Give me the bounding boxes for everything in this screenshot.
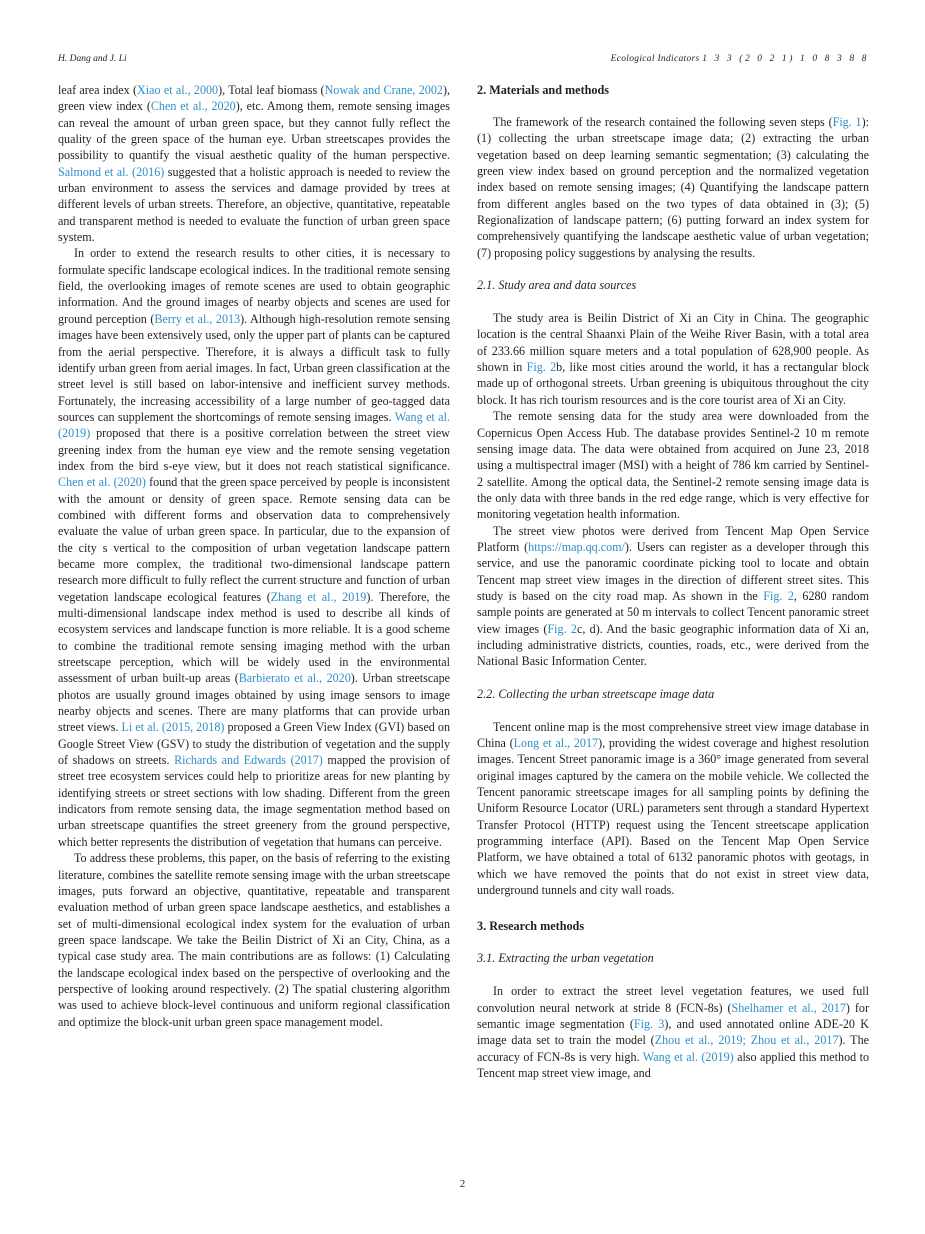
header-journal-info bbox=[611, 54, 869, 64]
figure-link[interactable]: Fig. 2 bbox=[763, 588, 794, 603]
header-journal: Ecological Indicators bbox=[610, 54, 700, 64]
paragraph: The framework of the research contained the following seven steps (Fig. 1): (1) collecting the urban streetscape image data; (2) extracting the urban vegetation based on deep learning semantic segmentation; (3) calculating the green view index based on ground perception and the normalized vegetation index based on remote sensing images; (4) Quantifying the landscape pattern from different angles based on the two types of data obtained in (3); (5) Regionalization of landscape pattern; (6) putting forward an index system for comprehensively quantifying the landscape aesthetic value of urban vegetation; (7) proposing policy suggestions by analysing the results. bbox=[477, 115, 869, 260]
figure-link[interactable]: Fig. 2 bbox=[526, 360, 557, 375]
paragraph: To address these problems, this paper, on the basis of referring to the existing literature, combines the satellite remote sensing image with the urban streetscape images, puts forward an objective, quantitative, repeatable and transparent evaluation method of urban green space landscape aesthetics, and establishes a set of multi-dimensional ecological index system for the evaluation of urban green space landscape. We take the Beilin District of Xi an City, China, as a typical case study area. The main contributions are as follows: (1) Calculating the landscape ecological index based on the perspective of overlooking and the perspective of looking around respectively. (2) The spatial clustering algorithm was used to achieve block-level continuous and uniform regional classification and optimize the block-unit urban green space management model. bbox=[58, 851, 450, 1029]
paragraph: The study area is Beilin District of Xi an City in China. The geographic location is the central Shaanxi Plain of the Weihe River Basin, with a total area of 233.66 million square meters and a total population of 628,900 people. As shown in Fig. 2b, like most cities around the world, it has a rectangular block made up of orthogonal streets. Urban greening is ubiquitous throughout the city block. It has rich tourism resources and is the core tourist area of Xi an City. bbox=[477, 311, 869, 407]
paragraph: leaf area index (Xiao et al., 2000), Total leaf biomass (Nowak and Crane, 2002), green view index (Chen et al., 2020), etc. Among them, remote sensing images can reveal the amount of urban green space, but they cannot fully reflect the quality of the green space of the human eye. Urban streetscapes provides the possibility to quantify the visual aesthetic quality of the human perspective. Salmond et al. (2016) suggested that a holistic approach is needed to review the urban environment to assess the services and damage provided by trees at different levels of urban streets. Therefore, an objective, quantitative, repeatable and transparent method is needed to evaluate the function of urban green space system. bbox=[58, 83, 450, 245]
citation-link[interactable]: Chen et al., 2020 bbox=[150, 99, 236, 114]
subsection-heading: 2.2. Collecting the urban streetscape image data bbox=[477, 686, 715, 701]
citation-link[interactable]: Richards and Edwards (2017) bbox=[174, 753, 323, 768]
citation-link[interactable]: Wang et al. (2019) bbox=[58, 409, 450, 441]
paragraph: The remote sensing data for the study area were downloaded from the Copernicus Open Access Hub. The database provides Sentinel-2 10 m remote sensing image data. The data were obtained from acquired on June 23, 2018 using a multispectral imager (MSI) with a height of 786 km carried by Sentinel-2 satellite. Among the optical data, the Sentinel-2 remote sensing image data is the only data with three bands in the red edge range, which is very effective for monitoring vegetation health information. bbox=[477, 409, 869, 522]
subsection-heading: 3.1. Extracting the urban vegetation bbox=[477, 951, 654, 966]
citation-link[interactable]: Nowak and Crane, 2002 bbox=[324, 83, 443, 97]
citation-link[interactable]: Li et al. (2015, 2018) bbox=[121, 720, 225, 735]
figure-link[interactable]: Fig. 1 bbox=[832, 115, 862, 129]
citation-link[interactable]: Long et al., 2017 bbox=[513, 736, 599, 750]
citation-link[interactable]: Berry et al., 2013 bbox=[154, 311, 241, 326]
citation-link[interactable]: Zhou et al., 2019; Zhou et al., 2017 bbox=[654, 1033, 839, 1048]
header-volume: 1 3 3 (2 0 2 1) 1 0 8 3 8 8 bbox=[702, 54, 869, 64]
citation-link[interactable]: Barbierato et al., 2020 bbox=[238, 671, 351, 686]
right-column bbox=[477, 82, 869, 1082]
left-column bbox=[58, 82, 450, 1030]
page-number: 2 bbox=[459, 1178, 466, 1190]
paragraph: In order to extract the street level vegetation features, we used full convolution neural network at stride 8 (FCN-8s) (Shelhamer et al., 2017) for semantic image segmentation (Fig. 3), and used annotated online ADE-20 K image data set to train the model (Zhou et al., 2019; Zhou et al., 2017). The accuracy of FCN-8s is very high. Wang et al. (2019) also applied this method to Tencent map street view image, and bbox=[477, 984, 870, 1081]
figure-link[interactable]: Fig. 2 bbox=[547, 621, 577, 636]
running-header bbox=[58, 54, 869, 68]
paragraph: The street view photos were derived from Tencent Map Open Service Platform (https://map.qq.com/). Users can register as a developer through this service, and use the panoramic coordinate picking tool to locate and obtain Tencent map street view images in the direction of different street sites. This study is based on the city road map. As shown in the Fig. 2, 6280 random sample points are generated at 50 m intervals to collect Tencent panoramic street view images (Fig. 2c, d). And the basic geographic information data of Xi an, including administrative districts, counties, roads, etc., were derived from the National Basic Information Center. bbox=[477, 523, 870, 669]
citation-link[interactable]: Xiao et al., 2000 bbox=[137, 83, 219, 97]
paragraph: In order to extend the research results to other cities, it is necessary to formulate specific landscape ecological indices. In the traditional remote sensing field, the overlooking images of remote scenes are used to obtain geographic information. And the ground images of nearby objects and scenes are used for ground perception (Berry et al., 2013). Although high-resolution remote sensing images have been extensively used, only the upper part of plants can be captured from the aerial perspective. Therefore, it is always a difficult task to fully identify urban green from aerial images. In fact, Urban green classification at the street level is still based on labor-intensive and inefficient survey methods. Fortunately, the increasing accessibility of a large number of geo-tagged data sources can supplement the shortcomings of remote sensing images. Wang et al. (2019) proposed that there is a positive correlation between the street view greening index from the human eye view and the remote sensing vegetation index from the bird s-eye view, but it does not reach statistical significance. Chen et al. (2020) found that the green space perceived by people is inconsistent with the amount or density of green space. Remote sensing data can be combined with different forms and observation data to comprehensively evaluate the value of urban green space. In particular, due to the expansion of the city s vertical to the composition of urban vegetation landscape pattern became more complex, the traditional two-dimensional landscape pattern research more difficult to fully reflect the current structure and function of urban vegetation landscape ecological features (Zhang et al., 2019). Therefore, the multi-dimensional landscape index method is used to describe all kinds of ecosystem services and landscape function is more reliable. It is a good scheme to combine the traditional remote sensing imaging method with the urban streetscape perception, which will be widely used in the environmental assessment of urban built-up areas (Barbierato et al., 2020). Urban streetscape photos are usually ground images obtained by using image sensors to image nearby objects and scenes. There are many platforms that can provide urban street views. Li et al. (2015, 2018) proposed a Green View Index (GVI) based on Google Street View (GSV) to study the distribution of vegetation and the supply of shadows on streets. Richards and Edwards (2017) mapped the provision of street tree ecosystem services could help to prioritize areas for new planting by identifying streets or street sections with low shading. Different from the green indicators from remote sensing data, the image segmentation method based on urban streetscape quantifies the street greenery from the ground perspective, which better represents the distribution of vegetation that humans can perceive. bbox=[58, 246, 451, 849]
paragraph: Tencent online map is the most comprehensive street view image database in China (Long et al., 2017), providing the widest coverage and highest resolution images. Tencent Street panoramic image is a 360° image generated from several original images captured by the camera on the mobile vehicle. We collected the Tencent panoramic streetscape images for all sampling points by defining the Uniform Resource Locator (URL) parameters sent through a standard Hypertext Transfer Protocol (HTTP) request using the Tencent streetscape application programming interface (API). Based on the Tencent Map Open Service Platform, we have obtained a total of 6132 panoramic photos with geotags, in which we have removed the points that do not exist in street view data, underground tunnels and city wall roads. bbox=[477, 719, 869, 898]
section-heading: 2. Materials and methods bbox=[477, 83, 610, 97]
subsection-heading: 2.1. Study area and data sources bbox=[477, 278, 637, 293]
citation-link[interactable]: Zhang et al., 2019 bbox=[270, 589, 367, 604]
citation-link[interactable]: Salmond et al. (2016) bbox=[58, 164, 165, 179]
citation-link[interactable]: Wang et al. (2019) bbox=[642, 1049, 734, 1064]
citation-link[interactable]: Chen et al. (2020) bbox=[58, 475, 146, 490]
header-authors: H. Dang and J. Li bbox=[58, 54, 127, 64]
section-heading: 3. Research methods bbox=[477, 919, 585, 934]
citation-link[interactable]: Shelhamer et al., 2017 bbox=[731, 1000, 846, 1015]
figure-link[interactable]: Fig. 3 bbox=[633, 1017, 665, 1032]
url-link[interactable]: https://map.qq.com/ bbox=[528, 539, 625, 554]
